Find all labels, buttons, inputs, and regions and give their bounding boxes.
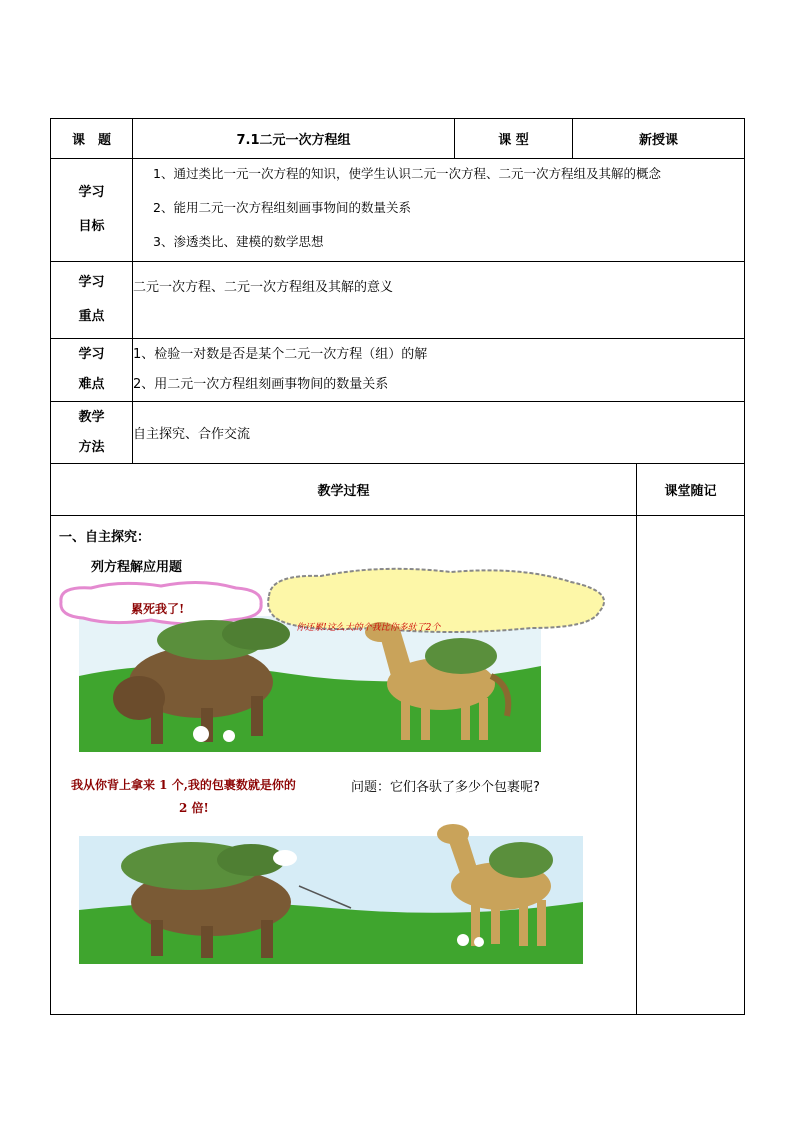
objectives-label: [51, 159, 133, 262]
objectives-content: [133, 159, 745, 262]
process-header-row: [51, 464, 745, 516]
key-points-row: [51, 262, 745, 339]
topic-label: 课 题: [51, 119, 133, 159]
method-label-line2: 方法: [78, 439, 105, 455]
process-body-row: [51, 516, 745, 1015]
question-text: 问题：它们各驮了多少个包裹呢?: [351, 780, 540, 795]
difficulties-label-line2: 难点: [78, 377, 105, 392]
objectives-row: [51, 159, 745, 262]
section-subtitle: 列方程解应用题: [91, 560, 183, 575]
caption-line1: 我从你背上拿来 1 个,我的包裹数就是你的: [71, 778, 296, 792]
method-row: [51, 402, 745, 464]
objective-item: 1、通过类比一元一次方程的知识，使学生认识二元一次方程、二元一次方程组及其解的概念: [153, 166, 661, 181]
difficulties-label: [51, 339, 133, 402]
process-body: [51, 516, 637, 1015]
difficulties-label-line1: 学习: [78, 347, 105, 362]
difficulties-content: [133, 339, 745, 402]
key-points-label-line1: 学习: [78, 275, 105, 290]
speech-text-left: 累死我了!: [131, 602, 185, 616]
key-points-label: [51, 262, 133, 339]
difficulty-item: 2、用二元一次方程组刻画事物间的数量关系: [133, 377, 389, 392]
section-title: 一、自主探究：: [59, 530, 151, 545]
method-label-line1: 教学: [78, 409, 105, 425]
objective-item: 2、能用二元一次方程组刻画事物间的数量关系: [153, 200, 411, 215]
notes-header: 课堂随记: [637, 464, 745, 516]
type-label: 课 型: [455, 119, 573, 159]
method-label: [51, 402, 133, 464]
lesson-plan-table: [50, 118, 745, 1015]
key-points-text: 二元一次方程、二元一次方程组及其解的意义: [133, 262, 745, 339]
method-text: 自主探究、合作交流: [133, 402, 745, 464]
difficulties-row: [51, 339, 745, 402]
difficulty-item: 1、检验一对数是否是某个二元一次方程（组）的解: [133, 347, 428, 362]
objectives-label-line1: 学习: [78, 185, 105, 200]
objectives-label-line2: 目标: [78, 219, 105, 234]
speech-text-right: 你还累!这么大的个我比你多驮了2个: [296, 623, 441, 633]
topic-value: 7.1二元一次方程组: [133, 119, 455, 159]
process-header: 教学过程: [51, 464, 637, 516]
objective-item: 3、渗透类比、建模的数学思想: [153, 234, 324, 249]
cartoon-illustration: [51, 516, 635, 1014]
type-value: 新授课: [573, 119, 745, 159]
notes-column: [637, 516, 745, 1015]
header-row: [51, 119, 745, 159]
caption-line2: 2 倍!: [179, 801, 209, 815]
key-points-label-line2: 重点: [78, 309, 105, 324]
